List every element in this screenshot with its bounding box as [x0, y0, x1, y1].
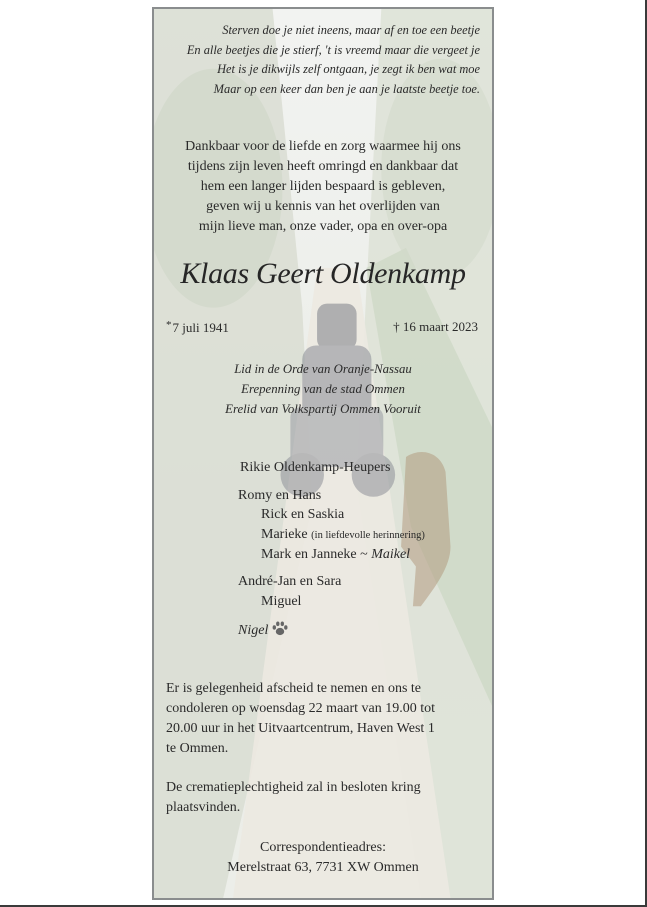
info-line: te Ommen.: [166, 741, 229, 756]
address-label: Correspondentieadres:: [260, 840, 386, 855]
cremation-line: De crematieplechtigheid zal in besloten kring: [166, 780, 421, 795]
cremation-info: [166, 778, 421, 818]
intro-line: mijn lieve man, onze vader, opa en over-opa: [198, 219, 448, 234]
grandchild-entry: [238, 545, 425, 565]
spacer: [238, 564, 425, 572]
grandchild-name: Rick en Saskia: [261, 507, 345, 523]
grandchild-name: Miguel: [261, 594, 302, 610]
grandchild-name: Marieke: [261, 527, 308, 543]
honour-line: Erepenning van de stad Ommen: [241, 382, 405, 396]
poem-line: Maar op een keer dan ben je aan je laatste beetje toe.: [213, 81, 480, 96]
birth-date: 7 juli 1941: [172, 320, 229, 335]
child-name: Romy en Hans: [238, 487, 322, 503]
honours: [154, 359, 492, 419]
info-line: Er is gelegenheid afscheid te nemen en ons te: [166, 681, 422, 696]
spacer: [238, 612, 425, 620]
visitation-info: [166, 679, 486, 759]
honour-line: Lid in de Orde van Oranje-Nassau: [234, 362, 412, 376]
poem-line: Sterven doe je niet ineens, maar af en toe een beetje: [222, 23, 480, 37]
obituary-card: [152, 7, 494, 900]
pet-name: Nigel: [238, 622, 269, 638]
death-date: † 16 maart 2023: [393, 319, 478, 334]
pet-entry: [238, 620, 425, 640]
honour-line: Erelid van Volkspartij Ommen Vooruit: [225, 402, 421, 416]
deceased-name: Klaas Geert Oldenkamp: [180, 257, 466, 290]
grandchild-name: Mark en Janneke ~: [261, 546, 368, 562]
spouse-name: Rikie Oldenkamp-Heupers: [240, 460, 391, 475]
paw-print-icon: [271, 620, 289, 644]
child-name: André-Jan en Sara: [238, 574, 342, 590]
cremation-line: plaatsvinden.: [166, 800, 241, 815]
intro-line: tijdens zijn leven heeft omringd en dankbaar dat: [187, 159, 459, 174]
intro-line: Dankbaar voor de liefde en zorg waarmee hij ons: [185, 139, 461, 154]
intro-text: [154, 137, 492, 237]
card-content: [154, 9, 492, 898]
great-grandchild-name: Maikel: [371, 546, 411, 562]
info-line: 20.00 uur in het Uitvaartcentrum, Haven West 1: [166, 721, 435, 736]
poem-line: Het is je dikwijls zelf ontgaan, je zegt ik ben wat moe: [217, 62, 480, 76]
grandchild-entry: [238, 525, 425, 545]
address-value: Merelstraat 63, 7731 XW Ommen: [227, 860, 419, 875]
family-list: [238, 458, 425, 640]
memorial-note: (in liefdevolle herinnering): [311, 530, 425, 542]
correspondence-address: [154, 838, 492, 878]
birth-date-block: [166, 319, 229, 336]
intro-line: geven wij u kennis van het overlijden van: [206, 199, 440, 214]
spacer: [238, 478, 425, 486]
poem-line: En alle beetjes die je stierf, 't is vreemd maar die vergeet je: [186, 42, 480, 57]
poem: [160, 21, 480, 99]
info-line: condoleren op woensdag 22 maart van 19.00 tot: [166, 701, 436, 716]
birth-star-icon: *: [166, 319, 172, 331]
intro-line: hem een langer lijden bespaard is gebleven,: [200, 179, 446, 194]
